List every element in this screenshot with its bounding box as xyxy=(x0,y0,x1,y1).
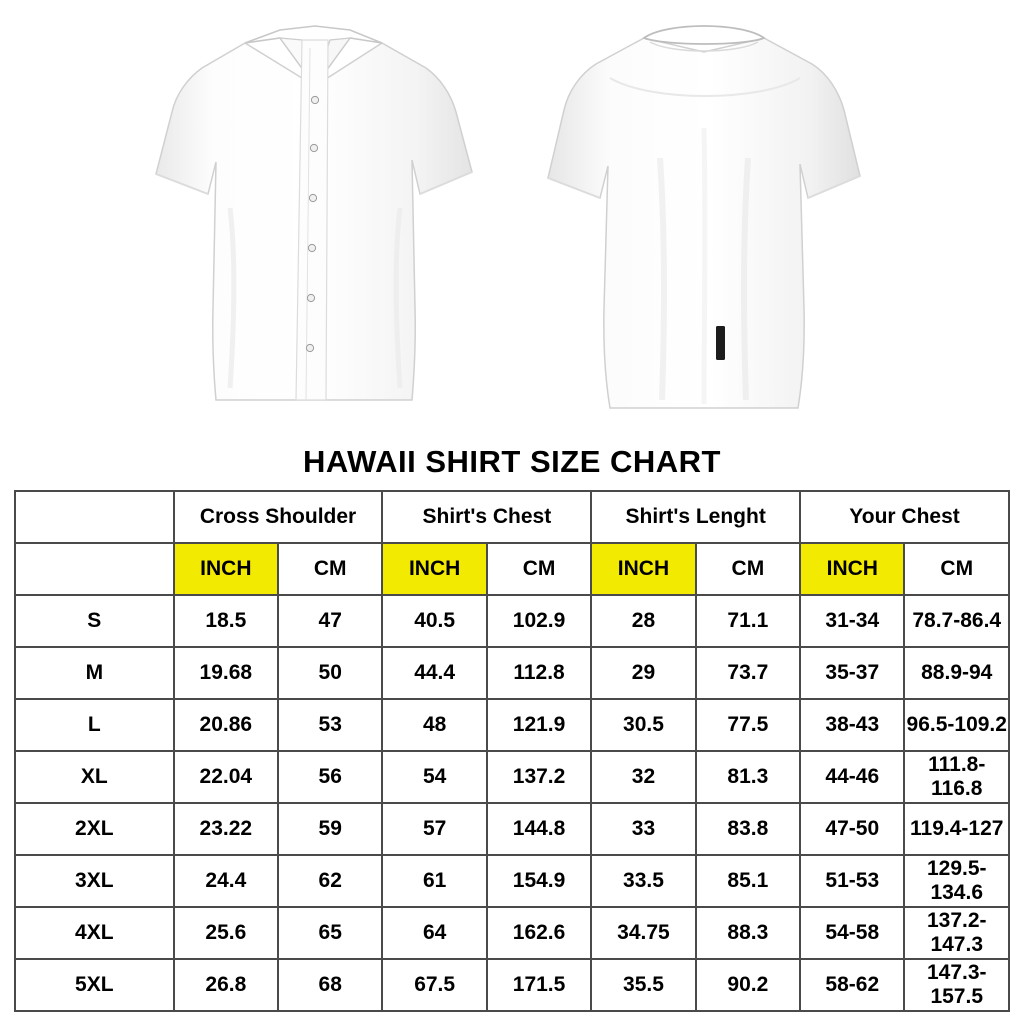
cell-chest-inch: 48 xyxy=(382,699,486,751)
cell-chest-cm: 162.6 xyxy=(487,907,591,959)
table-row xyxy=(15,699,1009,751)
cell-your-chest-cm: 119.4-127 xyxy=(904,803,1009,855)
cell-your-chest-inch: 54-58 xyxy=(800,907,904,959)
cell-your-chest-cm: 96.5-109.2 xyxy=(904,699,1009,751)
cell-length-cm: 71.1 xyxy=(696,595,800,647)
cell-cross-shoulder-cm: 47 xyxy=(278,595,382,647)
table-row xyxy=(15,751,1009,803)
row-size-label: XL xyxy=(15,751,174,803)
cell-cross-shoulder-inch: 24.4 xyxy=(174,855,278,907)
cell-length-inch: 32 xyxy=(591,751,695,803)
row-size-label: 2XL xyxy=(15,803,174,855)
unit-your-chest-inch: INCH xyxy=(800,543,904,595)
cell-length-cm: 88.3 xyxy=(696,907,800,959)
cell-your-chest-inch: 31-34 xyxy=(800,595,904,647)
cell-your-chest-cm: 78.7-86.4 xyxy=(904,595,1009,647)
cell-cross-shoulder-inch: 18.5 xyxy=(174,595,278,647)
cell-your-chest-inch: 35-37 xyxy=(800,647,904,699)
table-row xyxy=(15,595,1009,647)
cell-length-cm: 83.8 xyxy=(696,803,800,855)
unit-cross-shoulder-inch: INCH xyxy=(174,543,278,595)
cell-chest-cm: 121.9 xyxy=(487,699,591,751)
size-chart-table xyxy=(14,490,1010,1012)
row-size-label: M xyxy=(15,647,174,699)
cell-cross-shoulder-inch: 20.86 xyxy=(174,699,278,751)
cell-chest-cm: 154.9 xyxy=(487,855,591,907)
table-row xyxy=(15,855,1009,907)
table-row xyxy=(15,907,1009,959)
cell-cross-shoulder-cm: 59 xyxy=(278,803,382,855)
cell-chest-inch: 54 xyxy=(382,751,486,803)
cell-length-cm: 90.2 xyxy=(696,959,800,1011)
table-row xyxy=(15,959,1009,1011)
cell-your-chest-inch: 44-46 xyxy=(800,751,904,803)
unit-length-inch: INCH xyxy=(591,543,695,595)
cell-cross-shoulder-inch: 25.6 xyxy=(174,907,278,959)
cell-cross-shoulder-inch: 23.22 xyxy=(174,803,278,855)
cell-your-chest-inch: 47-50 xyxy=(800,803,904,855)
shirt-images xyxy=(0,0,1024,440)
cell-cross-shoulder-cm: 62 xyxy=(278,855,382,907)
cell-cross-shoulder-cm: 56 xyxy=(278,751,382,803)
row-size-label: 5XL xyxy=(15,959,174,1011)
page-title: HAWAII SHIRT SIZE CHART xyxy=(303,444,721,479)
size-table-wrapper xyxy=(0,490,1024,1012)
cell-your-chest-inch: 38-43 xyxy=(800,699,904,751)
row-size-label: 4XL xyxy=(15,907,174,959)
cell-length-cm: 77.5 xyxy=(696,699,800,751)
unit-corner-blank xyxy=(15,543,174,595)
cell-your-chest-cm: 88.9-94 xyxy=(904,647,1009,699)
cell-cross-shoulder-inch: 26.8 xyxy=(174,959,278,1011)
cell-length-cm: 73.7 xyxy=(696,647,800,699)
header-your-chest: Your Chest xyxy=(800,491,1009,543)
cell-length-inch: 30.5 xyxy=(591,699,695,751)
cell-your-chest-cm: 129.5-134.6 xyxy=(904,855,1009,907)
cell-chest-cm: 144.8 xyxy=(487,803,591,855)
header-corner-blank xyxy=(15,491,174,543)
cell-length-inch: 33.5 xyxy=(591,855,695,907)
unit-cross-shoulder-cm: CM xyxy=(278,543,382,595)
cell-length-inch: 28 xyxy=(591,595,695,647)
cell-length-cm: 81.3 xyxy=(696,751,800,803)
unit-your-chest-cm: CM xyxy=(904,543,1009,595)
cell-chest-inch: 57 xyxy=(382,803,486,855)
cell-cross-shoulder-cm: 53 xyxy=(278,699,382,751)
cell-chest-inch: 44.4 xyxy=(382,647,486,699)
row-size-label: S xyxy=(15,595,174,647)
cell-length-inch: 34.75 xyxy=(591,907,695,959)
cell-your-chest-inch: 51-53 xyxy=(800,855,904,907)
cell-cross-shoulder-cm: 50 xyxy=(278,647,382,699)
table-unit-header-row xyxy=(15,543,1009,595)
cell-chest-inch: 67.5 xyxy=(382,959,486,1011)
cell-cross-shoulder-cm: 68 xyxy=(278,959,382,1011)
cell-length-inch: 35.5 xyxy=(591,959,695,1011)
cell-chest-inch: 61 xyxy=(382,855,486,907)
table-row xyxy=(15,803,1009,855)
cell-chest-cm: 112.8 xyxy=(487,647,591,699)
cell-length-inch: 29 xyxy=(591,647,695,699)
header-cross-shoulder: Cross Shoulder xyxy=(174,491,383,543)
header-shirts-chest: Shirt's Chest xyxy=(382,491,591,543)
cell-your-chest-inch: 58-62 xyxy=(800,959,904,1011)
cell-chest-cm: 137.2 xyxy=(487,751,591,803)
cell-chest-cm: 171.5 xyxy=(487,959,591,1011)
header-shirts-length: Shirt's Lenght xyxy=(591,491,800,543)
row-size-label: 3XL xyxy=(15,855,174,907)
unit-length-cm: CM xyxy=(696,543,800,595)
cell-length-inch: 33 xyxy=(591,803,695,855)
cell-chest-cm: 102.9 xyxy=(487,595,591,647)
cell-chest-inch: 40.5 xyxy=(382,595,486,647)
shirt-front-image xyxy=(150,8,480,428)
table-group-header-row xyxy=(15,491,1009,543)
row-size-label: L xyxy=(15,699,174,751)
unit-chest-inch: INCH xyxy=(382,543,486,595)
cell-cross-shoulder-inch: 22.04 xyxy=(174,751,278,803)
cell-chest-inch: 64 xyxy=(382,907,486,959)
cell-your-chest-cm: 111.8-116.8 xyxy=(904,751,1009,803)
cell-cross-shoulder-inch: 19.68 xyxy=(174,647,278,699)
table-row xyxy=(15,647,1009,699)
cell-cross-shoulder-cm: 65 xyxy=(278,907,382,959)
unit-chest-cm: CM xyxy=(487,543,591,595)
cell-length-cm: 85.1 xyxy=(696,855,800,907)
cell-your-chest-cm: 147.3-157.5 xyxy=(904,959,1009,1011)
shirt-back-image xyxy=(540,8,870,428)
cell-your-chest-cm: 137.2-147.3 xyxy=(904,907,1009,959)
